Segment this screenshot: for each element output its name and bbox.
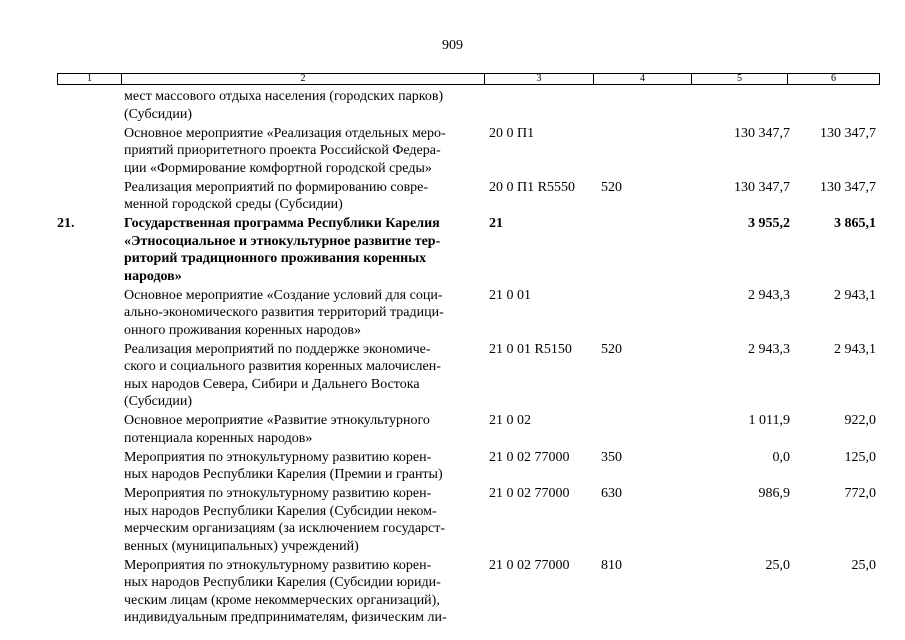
table-row [57,215,880,285]
description-line: народов» [124,268,182,284]
table-header [57,73,880,85]
row-description [124,125,488,178]
description-line: венных (муниципальных) учреждений) [124,538,359,554]
description-line: Основное мероприятие «Развитие этнокультурного [124,413,430,428]
column-header-1: 1 [87,73,92,84]
description-line: ных народов Республики Карелия (Субсидии неком- [124,503,437,519]
row-number [57,557,124,627]
amount-year-1: 2 943,3 [748,341,790,357]
table-row [57,179,880,214]
table-row [57,341,880,411]
row-description [124,287,488,340]
expense-type-code: 350 [601,449,622,465]
description-line: приятий приоритетного проекта Российской Федера- [124,143,441,158]
row-description [124,412,488,447]
row-number: 21. [57,216,75,231]
row-description [124,215,488,285]
description-line: Государственная программа Республики Карелия [124,216,440,231]
expense-type-code [598,412,678,447]
description-line: Реализация мероприятий по поддержке экономиче- [124,341,431,357]
row-number [57,449,124,484]
row-description [124,179,488,214]
row-number [57,341,124,411]
description-line: «Этносоциальное и этнокультурное развитие тер- [124,233,441,249]
row-number [57,287,124,340]
table-row [57,412,880,447]
expense-type-code [598,125,678,178]
amount-year-1: 1 011,9 [748,413,790,428]
target-article-code: 21 0 02 77000 [489,486,570,501]
amount-year-2: 922,0 [844,413,876,428]
expense-type-code: 630 [601,486,622,501]
expense-type-code [598,88,678,123]
row-number [57,125,124,178]
amount-year-2: 3 865,1 [834,216,876,231]
table-row [57,485,880,555]
amount-year-1: 25,0 [765,557,790,573]
amount-year-2: 772,0 [844,486,876,501]
description-line: ных народов Республики Карелия (Субсидии юриди- [124,575,441,590]
table-row [57,88,880,123]
description-line: ных народов Севера, Сибири и Дальнего Востока [124,376,420,392]
expense-type-code: 520 [601,341,622,357]
description-line: Основное мероприятие «Создание условий для соци- [124,287,443,303]
target-article-code: 20 0 П1 [489,125,535,141]
description-line: менной городской среды (Субсидии) [124,197,343,212]
target-article-code: 21 0 01 R5150 [489,341,572,357]
table-row [57,125,880,178]
row-description [124,485,488,555]
description-line: Основное мероприятие «Реализация отдельных меро- [124,125,446,141]
description-line: ского и социального развития коренных малочислен- [124,359,441,374]
table-row [57,557,880,627]
amount-year-1: 130 347,7 [734,125,790,141]
description-line: (Субсидии) [124,394,193,409]
target-article-code: 21 0 01 [489,287,531,303]
description-line: мест массового отдыха населения (городских парков) [124,89,444,104]
description-line: (Субсидии) [124,106,193,122]
amount-year-1: 130 347,7 [734,179,790,195]
description-line: индивидуальным предпринимателям, физическим ли- [124,610,447,625]
description-line: ных народов Республики Карелия (Премии и гранты) [124,467,443,482]
row-number [57,485,124,555]
description-line: потенциала коренных народов» [124,430,313,446]
description-line: Реализация мероприятий по формированию совре- [124,179,429,195]
table-row [57,449,880,484]
expense-type-code: 520 [601,179,622,195]
amount-year-2 [792,88,880,123]
amount-year-2: 2 943,1 [834,287,876,303]
target-article-code: 21 0 02 [489,413,531,428]
amount-year-1: 986,9 [758,486,790,501]
amount-year-2: 130 347,7 [820,125,876,141]
amount-year-1: 0,0 [772,449,790,465]
expense-type-code: 810 [601,557,622,573]
amount-year-2: 130 347,7 [820,179,876,195]
column-header-4: 4 [593,74,691,84]
target-article-code: 20 0 П1 R5550 [489,179,575,195]
target-article-code: 21 [489,216,503,231]
budget-table-body [57,88,880,628]
description-line: Мероприятия по этнокультурному развитию корен- [124,449,432,465]
row-description [124,557,488,627]
target-article-code: 21 0 02 77000 [489,557,570,573]
row-description [124,341,488,411]
description-line: мерческим организациям (за исключением государст- [124,521,446,536]
target-article-code [488,88,598,123]
expense-type-code [598,287,678,340]
description-line: риторий традиционного проживания коренных [124,251,427,266]
page-number: 909 [442,38,463,53]
row-description [124,449,488,484]
row-description [124,88,488,123]
expense-type-code [598,215,678,285]
row-number [57,412,124,447]
description-line: ции «Формирование комфортной городской среды» [124,160,432,176]
amount-year-2: 2 943,1 [834,341,876,357]
target-article-code: 21 0 02 77000 [489,449,570,465]
description-line: онного проживания коренных народов» [124,322,361,338]
amount-year-1: 3 955,2 [748,216,790,231]
column-header-3: 3 [484,74,593,84]
row-number [57,88,124,123]
column-header-2: 2 [121,74,484,84]
amount-year-2: 125,0 [844,449,876,465]
description-line: ально-экономического развития территорий традици- [124,305,444,320]
description-line: Мероприятия по этнокультурному развитию корен- [124,557,432,573]
column-header-6: 6 [787,74,879,84]
amount-year-1 [678,88,792,123]
description-line: Мероприятия по этнокультурному развитию корен- [124,486,432,501]
amount-year-2: 25,0 [851,557,876,573]
column-header-5: 5 [691,74,787,84]
description-line: ческим лицам (кроме некоммерческих организаций), [124,592,440,608]
table-row [57,287,880,340]
row-number [57,179,124,214]
amount-year-1: 2 943,3 [748,287,790,303]
